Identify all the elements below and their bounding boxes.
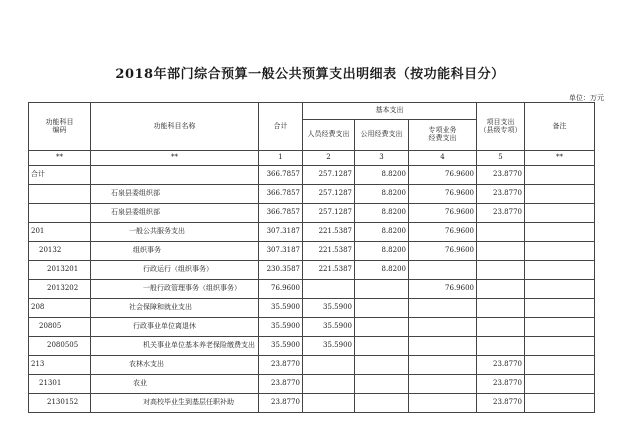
note-cell (525, 394, 595, 413)
name-cell: 行政运行（组织事务） (91, 261, 259, 280)
total-cell: 366.7857 (259, 166, 303, 185)
name-cell: 石泉县委组织部 (91, 185, 259, 204)
personnel-cell: 35.5900 (303, 337, 355, 356)
header-special: 专项业务 经费支出 (409, 120, 477, 151)
table-row (29, 394, 595, 413)
table-row (29, 223, 595, 242)
special-cell: 76.9600 (409, 280, 477, 299)
project-cell: 23.8770 (477, 375, 525, 394)
header-public: 公用经费支出 (355, 120, 409, 151)
special-cell: 76.9600 (409, 223, 477, 242)
note-cell (525, 375, 595, 394)
note-cell (525, 337, 595, 356)
total-cell: 35.5900 (259, 337, 303, 356)
name-cell: 机关事业单位基本养老保险缴费支出 (91, 337, 259, 356)
total-cell: 35.5900 (259, 318, 303, 337)
public-cell: 8.8200 (355, 261, 409, 280)
note-cell (525, 204, 595, 223)
header-total: 合计 (259, 103, 303, 151)
project-cell (477, 337, 525, 356)
code-cell: 20132 (29, 242, 91, 261)
special-cell: 76.9600 (409, 204, 477, 223)
personnel-cell (303, 280, 355, 299)
name-cell: 组织事务 (91, 242, 259, 261)
total-cell: 23.8770 (259, 394, 303, 413)
code-cell: 21301 (29, 375, 91, 394)
header-basic: 基本支出 (303, 103, 477, 120)
project-cell: 23.8770 (477, 166, 525, 185)
note-cell (525, 356, 595, 375)
project-cell (477, 223, 525, 242)
code-cell: 2130152 (29, 394, 91, 413)
note-cell (525, 242, 595, 261)
special-cell (409, 261, 477, 280)
index-cell: 2 (303, 151, 355, 166)
index-cell: ** (91, 151, 259, 166)
name-cell: 行政事业单位离退休 (91, 318, 259, 337)
public-cell (355, 280, 409, 299)
personnel-cell (303, 394, 355, 413)
index-row (29, 151, 595, 166)
personnel-cell: 257.1287 (303, 166, 355, 185)
name-cell: 对高校毕业生到基层任职补助 (91, 394, 259, 413)
project-cell: 23.8770 (477, 185, 525, 204)
header-name: 功能科目名称 (91, 103, 259, 151)
note-cell (525, 280, 595, 299)
header-code: 功能科目 编码 (29, 103, 91, 151)
special-cell (409, 375, 477, 394)
project-cell: 23.8770 (477, 204, 525, 223)
table-row (29, 375, 595, 394)
table-row (29, 318, 595, 337)
name-cell: 石泉县委组织部 (91, 204, 259, 223)
index-cell: ** (525, 151, 595, 166)
note-cell (525, 223, 595, 242)
note-cell (525, 166, 595, 185)
index-cell: 5 (477, 151, 525, 166)
special-cell (409, 356, 477, 375)
name-cell: 农林水支出 (91, 356, 259, 375)
table-row (29, 242, 595, 261)
name-cell: 农业 (91, 375, 259, 394)
personnel-cell: 257.1287 (303, 185, 355, 204)
public-cell (355, 394, 409, 413)
special-cell (409, 394, 477, 413)
code-cell: 2013202 (29, 280, 91, 299)
special-cell: 76.9600 (409, 242, 477, 261)
project-cell (477, 280, 525, 299)
note-cell (525, 261, 595, 280)
project-cell: 23.8770 (477, 356, 525, 375)
header-note: 备注 (525, 103, 595, 151)
code-cell: 201 (29, 223, 91, 242)
personnel-cell (303, 356, 355, 375)
unit-label: 单位：万元 (569, 94, 604, 102)
total-cell: 307.3187 (259, 242, 303, 261)
total-cell: 76.9600 (259, 280, 303, 299)
total-cell: 23.8770 (259, 356, 303, 375)
public-cell (355, 337, 409, 356)
index-cell: 1 (259, 151, 303, 166)
public-cell: 8.8200 (355, 242, 409, 261)
table-row (29, 185, 595, 204)
personnel-cell: 257.1287 (303, 204, 355, 223)
note-cell (525, 299, 595, 318)
name-cell: 一般行政管理事务（组织事务） (91, 280, 259, 299)
special-cell (409, 337, 477, 356)
code-cell: 2080505 (29, 337, 91, 356)
public-cell: 8.8200 (355, 223, 409, 242)
code-cell: 2013201 (29, 261, 91, 280)
note-cell (525, 185, 595, 204)
public-cell (355, 299, 409, 318)
name-cell: 社会保障和就业支出 (91, 299, 259, 318)
name-cell (91, 166, 259, 185)
public-cell: 8.8200 (355, 166, 409, 185)
table-row (29, 280, 595, 299)
project-cell (477, 318, 525, 337)
total-cell: 35.5900 (259, 299, 303, 318)
note-cell (525, 318, 595, 337)
header-personnel: 人员经费支出 (303, 120, 355, 151)
table-row (29, 299, 595, 318)
special-cell (409, 318, 477, 337)
header-project: 项目支出 （县级专项） (477, 103, 525, 151)
budget-table (28, 102, 595, 413)
total-cell: 23.8770 (259, 375, 303, 394)
index-cell: 3 (355, 151, 409, 166)
total-cell: 307.3187 (259, 223, 303, 242)
project-cell (477, 261, 525, 280)
public-cell (355, 356, 409, 375)
personnel-cell (303, 375, 355, 394)
code-cell (29, 185, 91, 204)
page-title: 2018年部门综合预算一般公共预算支出明细表（按功能科目分） (115, 67, 505, 82)
personnel-cell: 221.5387 (303, 242, 355, 261)
table-row (29, 204, 595, 223)
personnel-cell: 221.5387 (303, 223, 355, 242)
code-cell: 213 (29, 356, 91, 375)
special-cell (409, 299, 477, 318)
total-cell: 366.7857 (259, 185, 303, 204)
table-row (29, 356, 595, 375)
project-cell (477, 299, 525, 318)
personnel-cell: 221.5387 (303, 261, 355, 280)
public-cell (355, 375, 409, 394)
public-cell: 8.8200 (355, 185, 409, 204)
name-cell: 一般公共服务支出 (91, 223, 259, 242)
project-cell (477, 242, 525, 261)
special-cell: 76.9600 (409, 166, 477, 185)
code-cell: 20805 (29, 318, 91, 337)
total-cell: 230.3587 (259, 261, 303, 280)
table-row (29, 261, 595, 280)
personnel-cell: 35.5900 (303, 299, 355, 318)
total-cell: 366.7857 (259, 204, 303, 223)
table-row (29, 166, 595, 185)
special-cell: 76.9600 (409, 185, 477, 204)
index-cell: 4 (409, 151, 477, 166)
personnel-cell: 35.5900 (303, 318, 355, 337)
table-row (29, 337, 595, 356)
code-cell: 合计 (29, 166, 91, 185)
public-cell (355, 318, 409, 337)
public-cell: 8.8200 (355, 204, 409, 223)
project-cell: 23.8770 (477, 394, 525, 413)
index-cell: ** (29, 151, 91, 166)
code-cell (29, 204, 91, 223)
code-cell: 208 (29, 299, 91, 318)
